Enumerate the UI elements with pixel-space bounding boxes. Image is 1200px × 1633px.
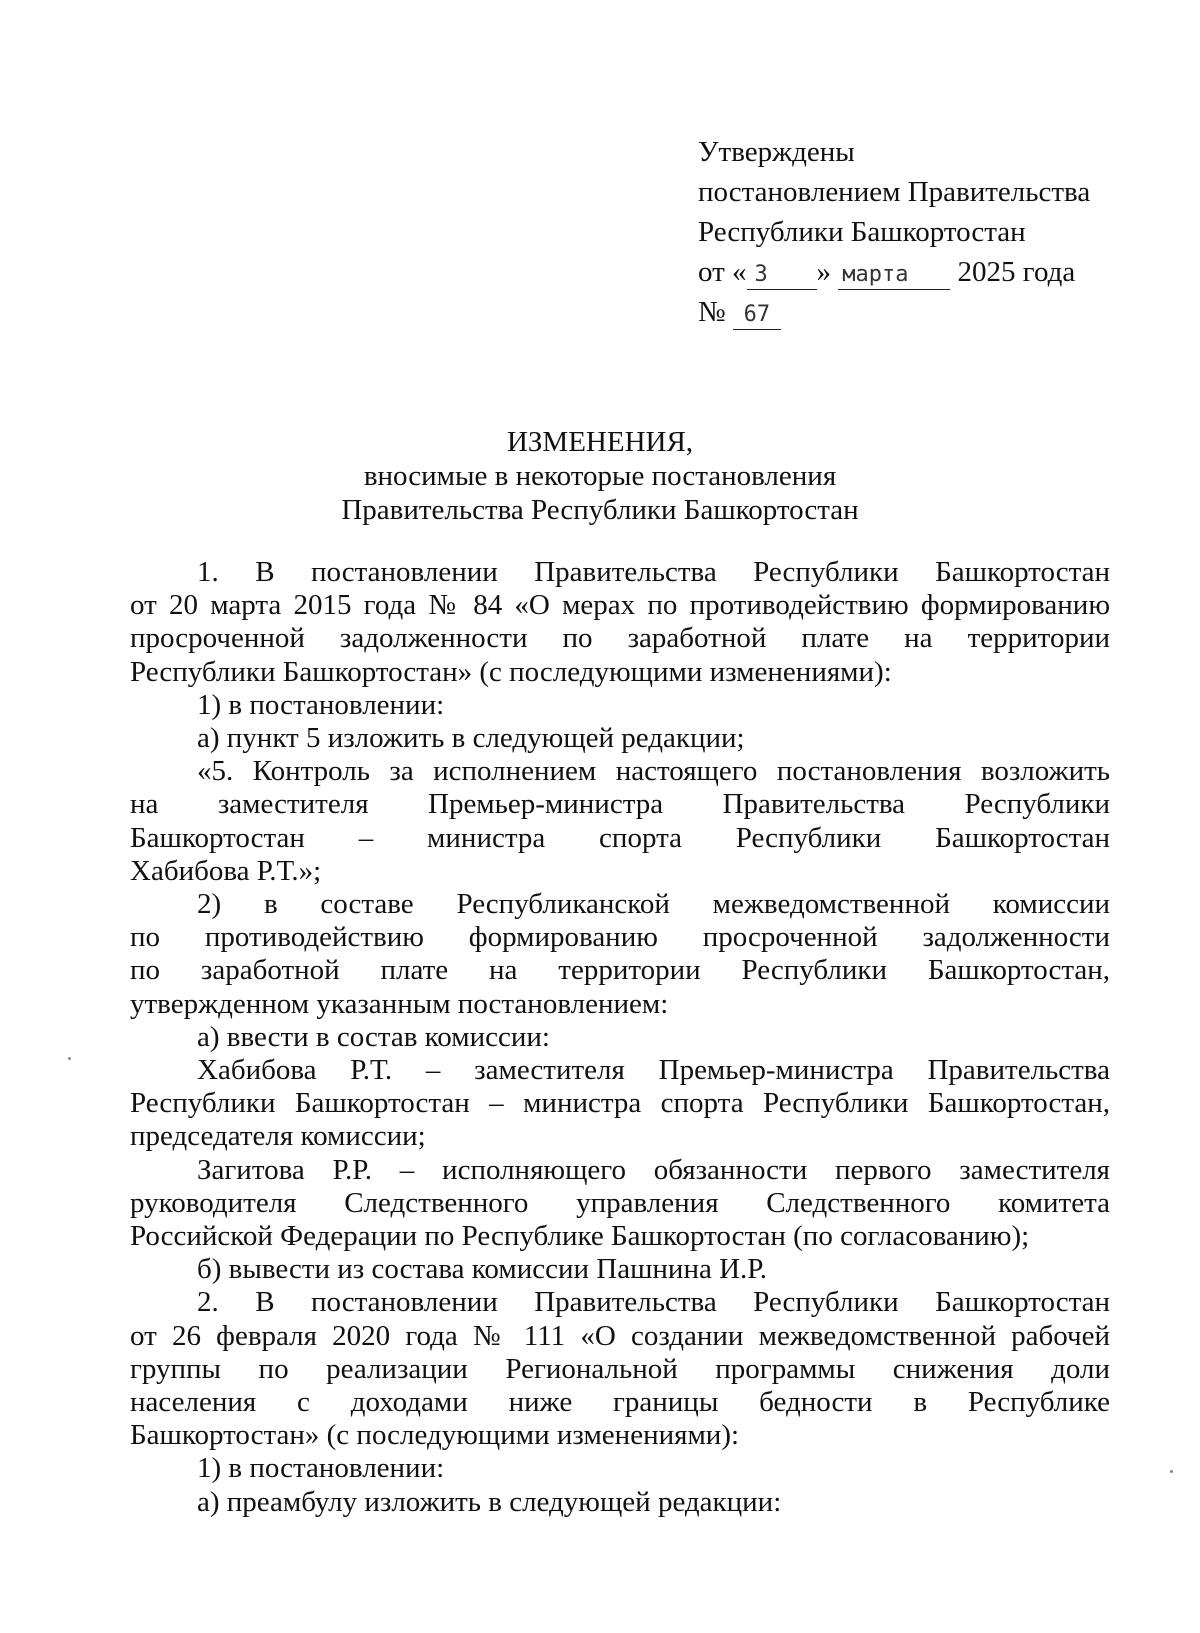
scan-speck-left — [68, 1057, 71, 1060]
p10-line-4: населения с доходами ниже границы бедности в Республике — [130, 1386, 1110, 1419]
paragraph-9 — [130, 1253, 1110, 1286]
p1-line-2: от 20 марта 2015 года № 84 «О мерах по противодействию формированию — [130, 589, 1110, 622]
title-line-1: ИЗМЕНЕНИЯ, — [506, 426, 694, 458]
paragraph-4 — [130, 755, 1110, 888]
p1-line-4: Республики Башкортостан» (с последующими изменениями): — [130, 655, 892, 688]
p5-line-2: по противодействию формированию просроченной задолженности — [130, 921, 1110, 954]
approval-stamp — [698, 132, 1168, 332]
p7-line-1: Хабибова Р.Т. – заместителя Премьер-министра Правительства — [197, 1054, 1110, 1087]
title-line-3: Правительства Республики Башкортостан — [341, 494, 859, 526]
p5-line-1: 2) в составе Республиканской межведомственной комиссии — [197, 888, 1110, 921]
document-body — [130, 556, 1110, 1519]
p7-line-2: Республики Башкортостан – министра спорта Республики Башкортостан, — [130, 1087, 1110, 1120]
p1-line-3: просроченной задолженности по заработной плате на территории — [130, 622, 1110, 655]
p7-line-3: председателя комиссии; — [130, 1120, 426, 1153]
document-title — [0, 425, 1200, 527]
date-day: 3 — [747, 261, 817, 290]
paragraph-11 — [130, 1452, 1110, 1485]
paragraph-1 — [130, 556, 1110, 689]
p4-line-1: «5. Контроль за исполнением настоящего постановления возложить — [197, 755, 1110, 788]
p10-line-2: от 26 февраля 2020 года № 111 «О создании межведомственной рабочей — [130, 1319, 1110, 1352]
paragraph-8 — [130, 1154, 1110, 1254]
p6-line-1: а) ввести в состав комиссии: — [197, 1020, 550, 1053]
p11-line-1: 1) в постановлении: — [197, 1452, 445, 1485]
date-suffix: 2025 года — [957, 256, 1076, 288]
approval-number-line — [698, 292, 1168, 332]
approval-line-3: Республики Башкортостан — [698, 216, 1026, 248]
number-prefix: № — [698, 296, 726, 328]
p8-line-2: руководителя Следственного управления Следственного комитета — [130, 1186, 1110, 1219]
paragraph-10 — [130, 1286, 1110, 1452]
p10-line-1: 2. В постановлении Правительства Республики Башкортостан — [197, 1286, 1110, 1319]
p1-line-1: 1. В постановлении Правительства Республики Башкортостан — [197, 556, 1110, 588]
p4-line-4: Хабибова Р.Т.»; — [130, 854, 322, 887]
p10-line-3: группы по реализации Региональной программы снижения доли — [130, 1352, 1110, 1385]
date-mid: » — [816, 256, 832, 288]
p5-line-4: утвержденном указанным постановлением: — [130, 987, 669, 1020]
p4-line-3: Башкортостан – министра спорта Республики Башкортостан — [130, 821, 1110, 854]
approval-line-1: Утверждены — [698, 136, 855, 168]
p2-line-1: 1) в постановлении: — [197, 688, 445, 721]
p3-line-1: а) пункт 5 изложить в следующей редакции; — [197, 722, 745, 755]
date-prefix: от « — [698, 256, 747, 288]
scan-speck-right — [1170, 1470, 1173, 1473]
p12-line-1: а) преамбулу изложить в следующей редакции: — [197, 1485, 782, 1518]
number-value: 67 — [733, 301, 781, 330]
approval-date-line — [698, 252, 1168, 292]
title-line-2: вносимые в некоторые постановления — [363, 460, 837, 492]
paragraph-2 — [130, 689, 1110, 722]
paragraph-12 — [130, 1486, 1110, 1519]
paragraph-7 — [130, 1054, 1110, 1154]
p9-line-1: б) вывести из состава комиссии Пашнина И.Р. — [197, 1253, 768, 1286]
p8-line-3: Российской Федерации по Республике Башкортостан (по согласованию); — [130, 1220, 1030, 1253]
approval-line-2: постановлением Правительства — [698, 176, 1091, 208]
p10-line-5: Башкортостан» (с последующими изменениями): — [130, 1419, 740, 1452]
p5-line-3: по заработной плате на территории Республики Башкортостан, — [130, 954, 1110, 987]
paragraph-3 — [130, 722, 1110, 755]
paragraph-6 — [130, 1021, 1110, 1054]
date-month: марта — [838, 261, 950, 290]
p4-line-2: на заместителя Премьер-министра Правительства Республики — [130, 788, 1110, 821]
p8-line-1: Загитова Р.Р. – исполняющего обязанности первого заместителя — [197, 1153, 1110, 1186]
paragraph-5 — [130, 888, 1110, 1021]
